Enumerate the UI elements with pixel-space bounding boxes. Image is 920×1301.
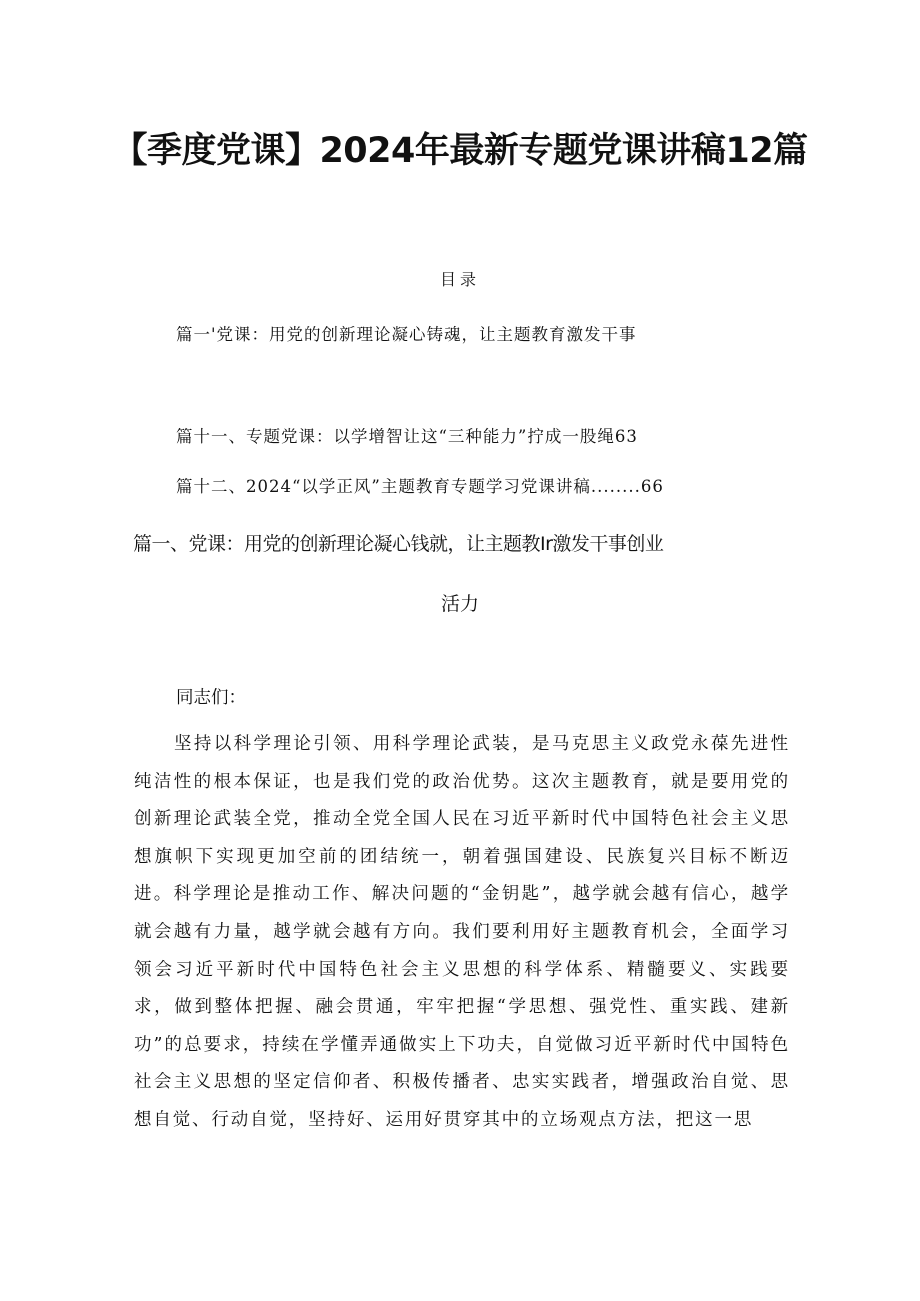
toc-entry-12: 篇十二、2024“以学正风”主题教育专题学习党课讲稿........66 (176, 477, 664, 496)
document-title: 【季度党课】2024年最新专题党课讲稿12篇 (112, 131, 808, 171)
body-paragraph: 坚持以科学理论引领、用科学理论武装，是马克思主义政党永葆先进性纯洁性的根本保证，也是我们党的政治优势。这次主题教育，就是要用党的创新理论武装全党，推动全党全国人民在习近平新时代中国特色社会主义思想旗帜下实现更加空前的团结统一，朝着强国建设、民族复兴目标不断迈进。科学理论是推动工作、解决问题的“金钥匙”，越学就会越有信心，越学就会越有力量，越学就会越有方向。我们要利用好主题教育机会，全面学习领会习近平新时代中国特色社会主义思想的科学体系、精髓要义、实践要求，做到整体把握、融会贯通，牢牢把握“学思想、强党性、重实践、建新功”的总要求，持续在学懂弄通做实上下功夫，自觉做习近平新时代中国特色社会主义思想的坚定信仰者、积极传播者、忠实实践者，增强政治自觉、思想自觉、行动自觉，坚持好、运用好贯穿其中的立场观点方法，把这一思 (134, 734, 790, 1130)
section-heading-line2: 活力 (440, 593, 479, 615)
toc-label: 目录 (439, 270, 480, 289)
toc-entry-1: 篇一'党课：用党的创新理论凝心铸魂，让主题教育激发干事 (176, 325, 637, 344)
toc-entry-11: 篇十一、专题党课：以学增智让这“三种能力”拧成一股绳63 (176, 427, 638, 446)
salutation: 同志们： (176, 688, 246, 708)
section-heading-line1: 篇一、党课：用党的创新理论凝心钱就，让主题教Ir激发干事创业 (133, 533, 664, 555)
